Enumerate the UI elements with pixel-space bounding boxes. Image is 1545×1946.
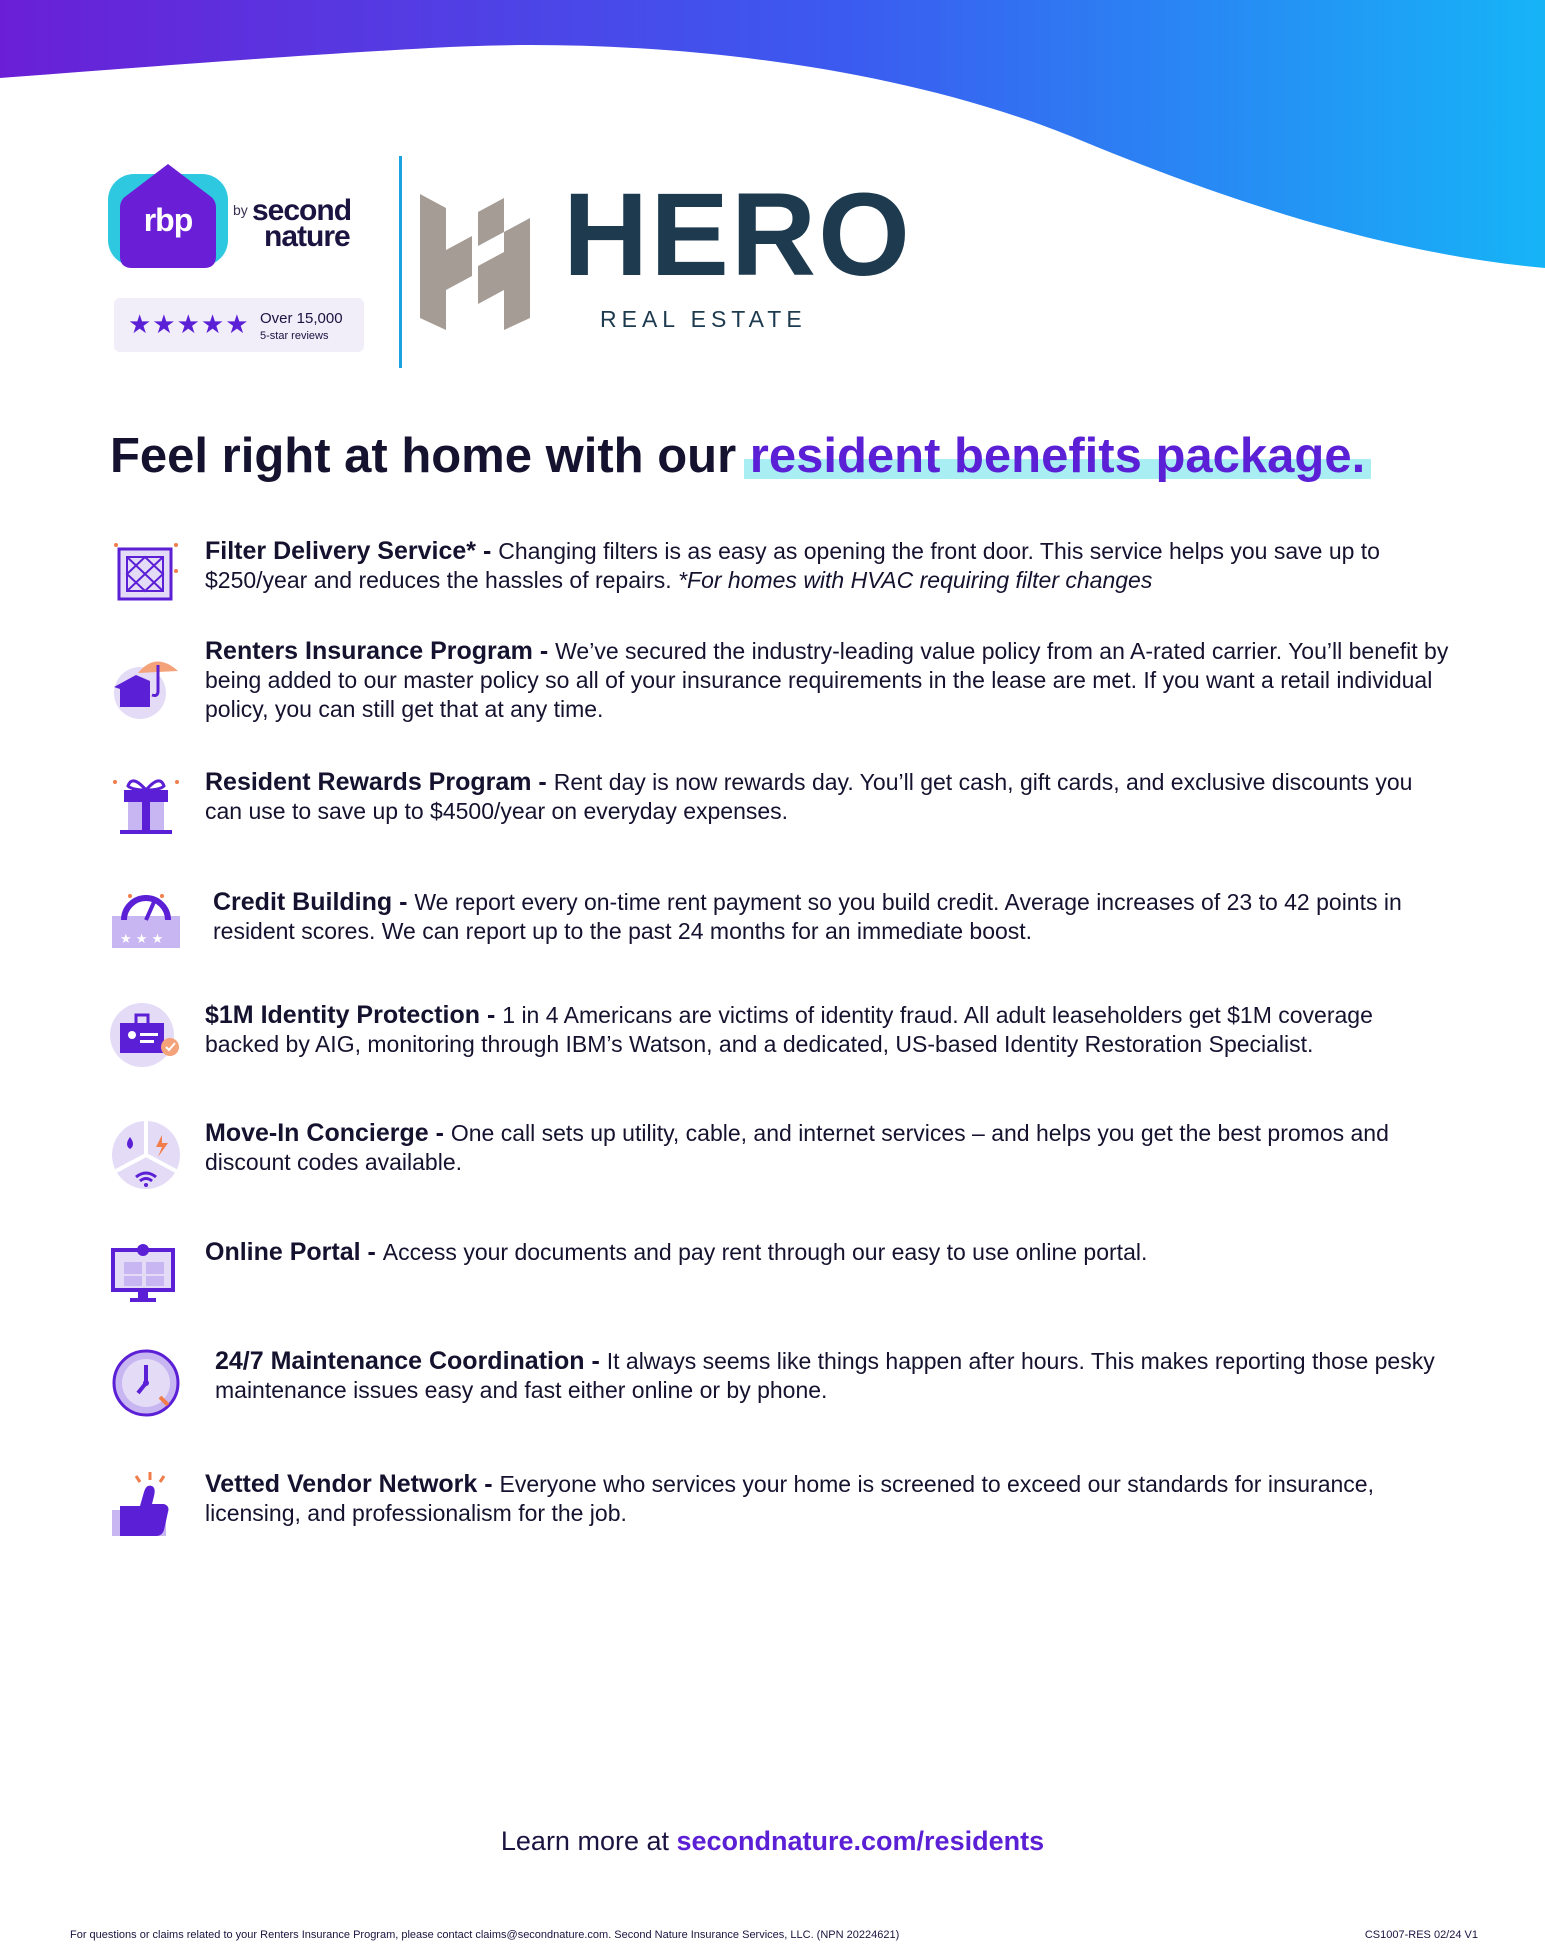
- clock-icon: [110, 1347, 182, 1419]
- svg-text:★ ★ ★: ★ ★ ★: [120, 932, 164, 947]
- hero-subtitle: REAL ESTATE: [600, 306, 807, 332]
- utilities-icon: [110, 1119, 182, 1191]
- credit-gauge-icon: [110, 888, 182, 960]
- reviews-caption: 5-star reviews: [260, 330, 329, 342]
- page-headline: [110, 428, 1365, 484]
- benefit-description: Rent day is now rewards day. You’ll get cash, gift cards, and exclusive discounts you can use to save up to $4500/year on everyday expenses.: [205, 769, 1413, 824]
- benefit-description: One call sets up utility, cable, and internet services – and helps you get the best promos and discount codes available.: [205, 1120, 1389, 1175]
- filter-icon: [110, 537, 182, 609]
- benefit-description: We’ve secured the industry-leading value policy from an A-rated carrier. You’ll benefit by being added to our master policy so all of your insurance requirements in the lease are met. If you want a retail individual policy, you can still get that at any time.: [205, 638, 1449, 722]
- hero-wordmark: HERO: [563, 169, 912, 301]
- benefit-title: $1M Identity Protection -: [205, 1001, 503, 1029]
- benefit-title: Vetted Vendor Network -: [205, 1470, 500, 1498]
- benefit-title: Renters Insurance Program -: [205, 637, 556, 665]
- id-card-icon: [110, 1001, 182, 1073]
- reviews-badge: [114, 298, 364, 352]
- benefit-text: [205, 537, 1450, 595]
- learn-more-prefix: Learn more at: [500, 1826, 677, 1856]
- benefit-text: [205, 1470, 1450, 1528]
- benefit-title: Filter Delivery Service* -: [205, 537, 499, 565]
- headline-highlight: resident benefits package.: [749, 429, 1366, 483]
- by-label: by: [233, 202, 248, 218]
- rbp-logo-block: [108, 160, 370, 360]
- reviews-count: Over 15,000: [260, 310, 343, 327]
- benefit-description: It always seems like things happen after hours. This makes reporting those pesky maintenance issues easy and fast either online or by phone.: [215, 1348, 1435, 1403]
- footer-document-code: CS1007-RES 02/24 V1: [1364, 1929, 1478, 1941]
- monitor-icon: [110, 1238, 182, 1310]
- headline-prefix: Feel right at home with our: [110, 429, 750, 483]
- learn-more-line: [0, 1826, 1545, 1857]
- benefit-title: Credit Building -: [213, 888, 415, 916]
- benefit-note: *For homes with HVAC requiring filter changes: [678, 567, 1153, 593]
- benefit-description: We report every on-time rent payment so you build credit. Average increases of 23 to 42 points in resident scores. We can report up to the past 24 months for an immediate boost.: [213, 889, 1402, 944]
- benefit-description: Everyone who services your home is screened to exceed our standards for insurance, licensing, and professionalism for the job.: [205, 1471, 1374, 1526]
- benefit-text: [205, 1238, 1450, 1267]
- rbp-logo-text: rbp: [143, 201, 193, 238]
- benefit-description: 1 in 4 Americans are victims of identity fraud. All adult leaseholders get $1M coverage backed by AIG, monitoring through IBM’s Watson, and a dedicated, US-based Identity Restoration Specialist.: [205, 1002, 1373, 1057]
- benefit-text: [215, 1347, 1460, 1405]
- benefit-description: Changing filters is as easy as opening the front door. This service helps you save up to $250/year and reduces the hassles of repairs.: [205, 538, 1380, 593]
- benefit-title: Move-In Concierge -: [205, 1119, 451, 1147]
- benefit-title: Online Portal -: [205, 1238, 383, 1266]
- hero-logo-mark: [420, 190, 530, 330]
- second-nature-wordmark: [252, 194, 352, 253]
- thumbs-up-icon: [110, 1470, 182, 1542]
- benefit-text: [205, 1119, 1450, 1177]
- benefit-text: [205, 768, 1450, 826]
- benefit-text: [205, 1001, 1450, 1059]
- umbrella-house-icon: [110, 651, 182, 723]
- benefit-title: 24/7 Maintenance Coordination -: [215, 1347, 607, 1375]
- five-star-icon: ★★★★★: [128, 309, 250, 339]
- second-nature-line2: nature: [264, 220, 350, 253]
- logo-divider: [399, 156, 402, 368]
- benefit-text: [213, 888, 1458, 946]
- benefit-description: Access your documents and pay rent through our easy to use online portal.: [382, 1239, 1148, 1265]
- second-nature-line1: second: [252, 194, 352, 227]
- benefit-title: Resident Rewards Program -: [205, 768, 554, 796]
- footer-disclaimer: For questions or claims related to your Renters Insurance Program, please contact claims@secondnature.com. Second Nature Insurance Services, LLC. (NPN 20224621): [70, 1929, 900, 1941]
- gift-icon: [110, 768, 182, 840]
- benefit-text: [205, 637, 1450, 724]
- learn-more-link[interactable]: secondnature.com/residents: [676, 1826, 1045, 1856]
